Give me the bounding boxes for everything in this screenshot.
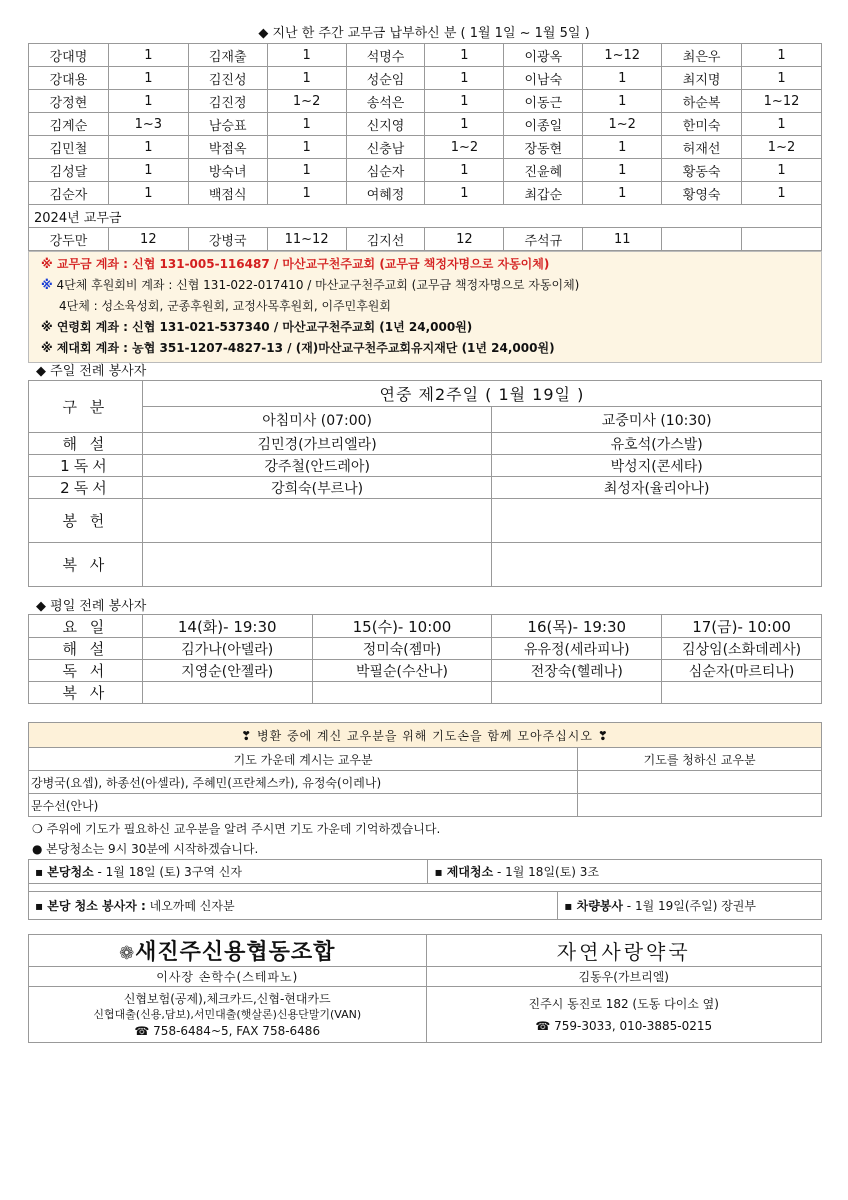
credit-union-logo-icon: ❁ xyxy=(119,943,136,964)
dues-months-cell: 1 xyxy=(108,182,188,205)
dues-sub-title: 2024년 교무금 xyxy=(29,205,822,228)
cleaning-volunteer: ▪ 본당 청소 봉사자 : 네오까떼 신자분 xyxy=(29,892,558,920)
sunday-main-volunteer: 박성지(콘세타) xyxy=(492,455,822,477)
dues-months-cell: 1 xyxy=(583,136,662,159)
dues-name-cell: 진윤혜 xyxy=(504,159,583,182)
sunday-row xyxy=(29,543,822,587)
sunday-morning-volunteer: 강희숙(부르나) xyxy=(142,477,492,499)
weekday-volunteer: 박필순(수산나) xyxy=(312,660,492,682)
dues-months-cell: 12 xyxy=(425,228,504,251)
dues-months-cell: 1 xyxy=(267,182,346,205)
credit-union-services: 신협보험(공제),체크카드,신협-현대카드 신협대출(신용,담보),서민대출(햇살론)신용단말기(VAN) ☎ 758-6484~5, FAX 758-6486 xyxy=(29,987,427,1043)
dues-name-cell: 여혜정 xyxy=(346,182,425,205)
dues-months-cell: 11~12 xyxy=(267,228,346,251)
dues-months-cell: 12 xyxy=(108,228,188,251)
weekday-day-header: 17(금)- 10:00 xyxy=(662,615,822,638)
dues-months-cell: 1 xyxy=(267,113,346,136)
sunday-row xyxy=(29,499,822,543)
sunday-mass-main: 교중미사 (10:30) xyxy=(492,407,822,433)
dues-name-cell: 장동현 xyxy=(504,136,583,159)
dues-row xyxy=(29,44,822,67)
dues-months-cell: 1 xyxy=(267,67,346,90)
dues-name-cell: 박점옥 xyxy=(188,136,267,159)
dues-name-cell: 김진성 xyxy=(188,67,267,90)
dues-months-cell: 1~2 xyxy=(425,136,504,159)
sunday-morning-volunteer xyxy=(142,499,492,543)
dues-name-cell: 최지명 xyxy=(662,67,742,90)
dues-months-cell: 1 xyxy=(108,90,188,113)
sunday-main-volunteer xyxy=(492,499,822,543)
cleaning-altar: ▪ 제대청소 - 1월 18일(토) 3조 xyxy=(428,860,822,884)
dues-name-cell: 김민철 xyxy=(29,136,109,159)
dues-months-cell: 1 xyxy=(425,159,504,182)
dues-months-cell: 1 xyxy=(425,44,504,67)
dues-row xyxy=(29,182,822,205)
prayer-title: ❣ 병환 중에 계신 교우분을 위해 기도손을 함께 모아주십시오 ❣ xyxy=(29,723,822,748)
weekday-volunteer: 김가나(아델라) xyxy=(142,638,312,660)
prayer-request-note: ❍ 주위에 기도가 필요하신 교우분을 알려 주시면 기도 가운데 기억하겠습니다. xyxy=(32,822,441,836)
sunday-morning-volunteer: 강주철(안드레아) xyxy=(142,455,492,477)
dues-name-cell: 김성달 xyxy=(29,159,109,182)
dues-months-cell: 11 xyxy=(583,228,662,251)
dues-name-cell: 강병국 xyxy=(188,228,267,251)
sunday-morning-volunteer: 김민경(가브리엘라) xyxy=(142,433,492,455)
dues-months-cell: 1 xyxy=(267,159,346,182)
weekday-header-row xyxy=(29,615,822,638)
weekday-row xyxy=(29,660,822,682)
dues-name-cell: 김재출 xyxy=(188,44,267,67)
pharmacy-name: 자연사랑약국 xyxy=(426,935,822,967)
credit-union-name: ❁새진주신용협동조합 xyxy=(29,935,427,967)
pharmacy-info: 진주시 동진로 182 (도동 다이소 옆) ☎ 759-3033, 010-3885-0215 xyxy=(426,987,822,1043)
weekday-day-header: 15(수)- 10:00 xyxy=(312,615,492,638)
weekday-role-label: 독 서 xyxy=(29,660,143,682)
sunday-role-label: 복 사 xyxy=(29,543,143,587)
dues-name-cell: 이동근 xyxy=(504,90,583,113)
note-altar-account: ※ 제대회 계좌 : 농협 351-1207-4827-13 / (재)마산교구천주교회유지재단 (1년 24,000원) xyxy=(41,341,555,355)
dues-months-cell: 1~2 xyxy=(267,90,346,113)
weekday-table xyxy=(28,614,822,704)
dues-name-cell: 한미숙 xyxy=(662,113,742,136)
dues-name-cell: 김순자 xyxy=(29,182,109,205)
account-notes xyxy=(28,251,822,363)
note-dues-account: ※ 교무금 계좌 : 신협 131-005-116487 / 마산교구천주교회 (교무금 책정자명으로 자동이체) xyxy=(41,257,550,271)
dues-title: ◆ 지난 한 주간 교무금 납부하신 분 ( 1월 1일 ~ 1월 5일 ) xyxy=(258,26,590,41)
dues-name-cell: 황동숙 xyxy=(662,159,742,182)
dues-months-cell: 1 xyxy=(108,67,188,90)
weekday-volunteer xyxy=(662,682,822,704)
weekday-volunteer xyxy=(142,682,312,704)
dues-name-cell: 하순복 xyxy=(662,90,742,113)
dues-name-cell: 방숙녀 xyxy=(188,159,267,182)
dues-row xyxy=(29,136,822,159)
weekday-volunteer: 전장숙(헬레나) xyxy=(492,660,662,682)
dues-months-cell: 1 xyxy=(425,113,504,136)
cleaning-spacer xyxy=(29,884,822,892)
dues-months-cell: 1 xyxy=(425,67,504,90)
dues-months-cell: 1 xyxy=(742,113,822,136)
dues-months-cell: 1 xyxy=(742,159,822,182)
dues-table xyxy=(28,43,822,251)
sunday-row xyxy=(29,433,822,455)
prayer-table xyxy=(28,722,822,817)
pharmacy-owner: 김동우(가브리엘) xyxy=(426,967,822,987)
dues-months-cell: 1~12 xyxy=(583,44,662,67)
dues-months-cell: 1 xyxy=(742,44,822,67)
weekday-volunteer xyxy=(312,682,492,704)
dues-sub-title-row xyxy=(29,205,822,228)
dues-months-cell: 1 xyxy=(742,182,822,205)
sunday-col-label: 구 분 xyxy=(29,381,143,433)
prayer-patients-line1: 강병국(요셉), 하종선(아셀라), 주혜민(프란체스카), 유정숙(이레나) xyxy=(29,771,578,794)
dues-name-cell: 최은우 xyxy=(662,44,742,67)
dues-months-cell: 1 xyxy=(583,90,662,113)
sunday-main-volunteer xyxy=(492,543,822,587)
weekday-row xyxy=(29,682,822,704)
sunday-week: 연중 제2주일 ( 1월 19일 ) xyxy=(142,381,821,407)
dues-months-cell: 1 xyxy=(742,67,822,90)
weekday-volunteer xyxy=(492,682,662,704)
prayer-requesters-cell2 xyxy=(578,794,822,817)
dues-months-cell: 1~3 xyxy=(108,113,188,136)
dues-row xyxy=(29,67,822,90)
weekday-volunteer: 심순자(마르티나) xyxy=(662,660,822,682)
dues-name-cell: 석명수 xyxy=(346,44,425,67)
dues-name-cell xyxy=(662,228,742,251)
cleaning-time-note: ● 본당청소는 9시 30분에 시작하겠습니다. xyxy=(32,842,259,856)
sponsor-ads xyxy=(28,934,822,1043)
dues-months-cell: 1 xyxy=(108,136,188,159)
cleaning-table xyxy=(28,859,822,920)
sunday-role-label: 2독서 xyxy=(29,477,143,499)
dues-name-cell: 신충남 xyxy=(346,136,425,159)
dues-months-cell: 1~2 xyxy=(742,136,822,159)
weekday-col-label: 요 일 xyxy=(29,615,143,638)
dues-months-cell: 1 xyxy=(108,159,188,182)
prayer-patients-line2: 문수선(안나) xyxy=(29,794,578,817)
dues-months-cell: 1~2 xyxy=(583,113,662,136)
dues-name-cell: 백점식 xyxy=(188,182,267,205)
dues-row xyxy=(29,159,822,182)
weekday-day-header: 14(화)- 19:30 xyxy=(142,615,312,638)
weekday-volunteer: 유유정(세라피나) xyxy=(492,638,662,660)
dues-name-cell: 주석규 xyxy=(504,228,583,251)
dues-name-cell: 남승표 xyxy=(188,113,267,136)
dues-months-cell: 1 xyxy=(267,136,346,159)
dues-name-cell: 송석은 xyxy=(346,90,425,113)
note-four-groups-account: ※ 4단체 후원회비 계좌 : 신협 131-022-017410 / 마산교구천주교회 (교무금 책정자명으로 자동이체) xyxy=(41,278,580,292)
dues-name-cell: 이남숙 xyxy=(504,67,583,90)
dues-name-cell: 강대용 xyxy=(29,67,109,90)
dues-months-cell: 1 xyxy=(425,182,504,205)
dues-name-cell: 이광옥 xyxy=(504,44,583,67)
note-funeral-account: ※ 연령회 계좌 : 신협 131-021-537340 / 마산교구천주교회 (1년 24,000원) xyxy=(41,320,473,334)
dues-months-cell: 1 xyxy=(108,44,188,67)
dues-name-cell: 이종일 xyxy=(504,113,583,136)
dues-name-cell: 신지영 xyxy=(346,113,425,136)
sunday-table xyxy=(28,380,822,587)
weekday-heading: ◆ 평일 전례 봉사자 xyxy=(36,599,147,614)
dues-months-cell: 1~12 xyxy=(742,90,822,113)
credit-union-ceo: 이사장 손학수(스테파노) xyxy=(29,967,427,987)
note-four-groups: 4단체 : 성소육성회, 군종후원회, 교정사목후원회, 이주민후원회 xyxy=(59,299,391,313)
dues-name-cell: 최갑순 xyxy=(504,182,583,205)
sunday-main-volunteer: 유호석(가스발) xyxy=(492,433,822,455)
weekday-day-header: 16(목)- 19:30 xyxy=(492,615,662,638)
dues-name-cell: 성순임 xyxy=(346,67,425,90)
dues-name-cell: 김계순 xyxy=(29,113,109,136)
dues-row xyxy=(29,90,822,113)
weekday-role-label: 해 설 xyxy=(29,638,143,660)
weekday-volunteer: 지영순(안젤라) xyxy=(142,660,312,682)
dues-name-cell: 황영숙 xyxy=(662,182,742,205)
dues-name-cell: 김진정 xyxy=(188,90,267,113)
dues-name-cell: 김지선 xyxy=(346,228,425,251)
weekday-row xyxy=(29,638,822,660)
sunday-main-volunteer: 최성자(율리아나) xyxy=(492,477,822,499)
sunday-heading: ◆ 주일 전례 봉사자 xyxy=(36,364,147,379)
dues-name-cell: 강대명 xyxy=(29,44,109,67)
weekday-role-label: 복 사 xyxy=(29,682,143,704)
sunday-role-label: 봉 헌 xyxy=(29,499,143,543)
dues-row xyxy=(29,113,822,136)
dues-name-cell: 심순자 xyxy=(346,159,425,182)
dues-months-cell: 1 xyxy=(583,182,662,205)
weekday-volunteer: 정미숙(젬마) xyxy=(312,638,492,660)
sunday-mass-morning: 아침미사 (07:00) xyxy=(142,407,492,433)
dues-months-cell xyxy=(742,228,822,251)
sunday-role-label: 해 설 xyxy=(29,433,143,455)
prayer-col-requesters: 기도를 청하신 교우분 xyxy=(578,748,822,771)
sunday-morning-volunteer xyxy=(142,543,492,587)
dues-name-cell: 허재선 xyxy=(662,136,742,159)
dues-months-cell: 1 xyxy=(583,159,662,182)
prayer-requesters-cell1 xyxy=(578,771,822,794)
cleaning-main: ▪ 본당청소 - 1월 18일 (토) 3구역 신자 xyxy=(29,860,428,884)
dues-name-cell: 강두만 xyxy=(29,228,109,251)
dues-months-cell: 1 xyxy=(425,90,504,113)
dues-row-2024 xyxy=(29,228,822,251)
sunday-role-label: 1독서 xyxy=(29,455,143,477)
prayer-col-patients: 기도 가운데 계시는 교우분 xyxy=(29,748,578,771)
dues-name-cell: 강정현 xyxy=(29,90,109,113)
weekday-volunteer: 김상임(소화데레사) xyxy=(662,638,822,660)
car-service: ▪ 차량봉사 - 1월 19일(주일) 장권부 xyxy=(558,892,822,920)
sunday-row xyxy=(29,455,822,477)
sunday-row xyxy=(29,477,822,499)
dues-months-cell: 1 xyxy=(267,44,346,67)
dues-months-cell: 1 xyxy=(583,67,662,90)
